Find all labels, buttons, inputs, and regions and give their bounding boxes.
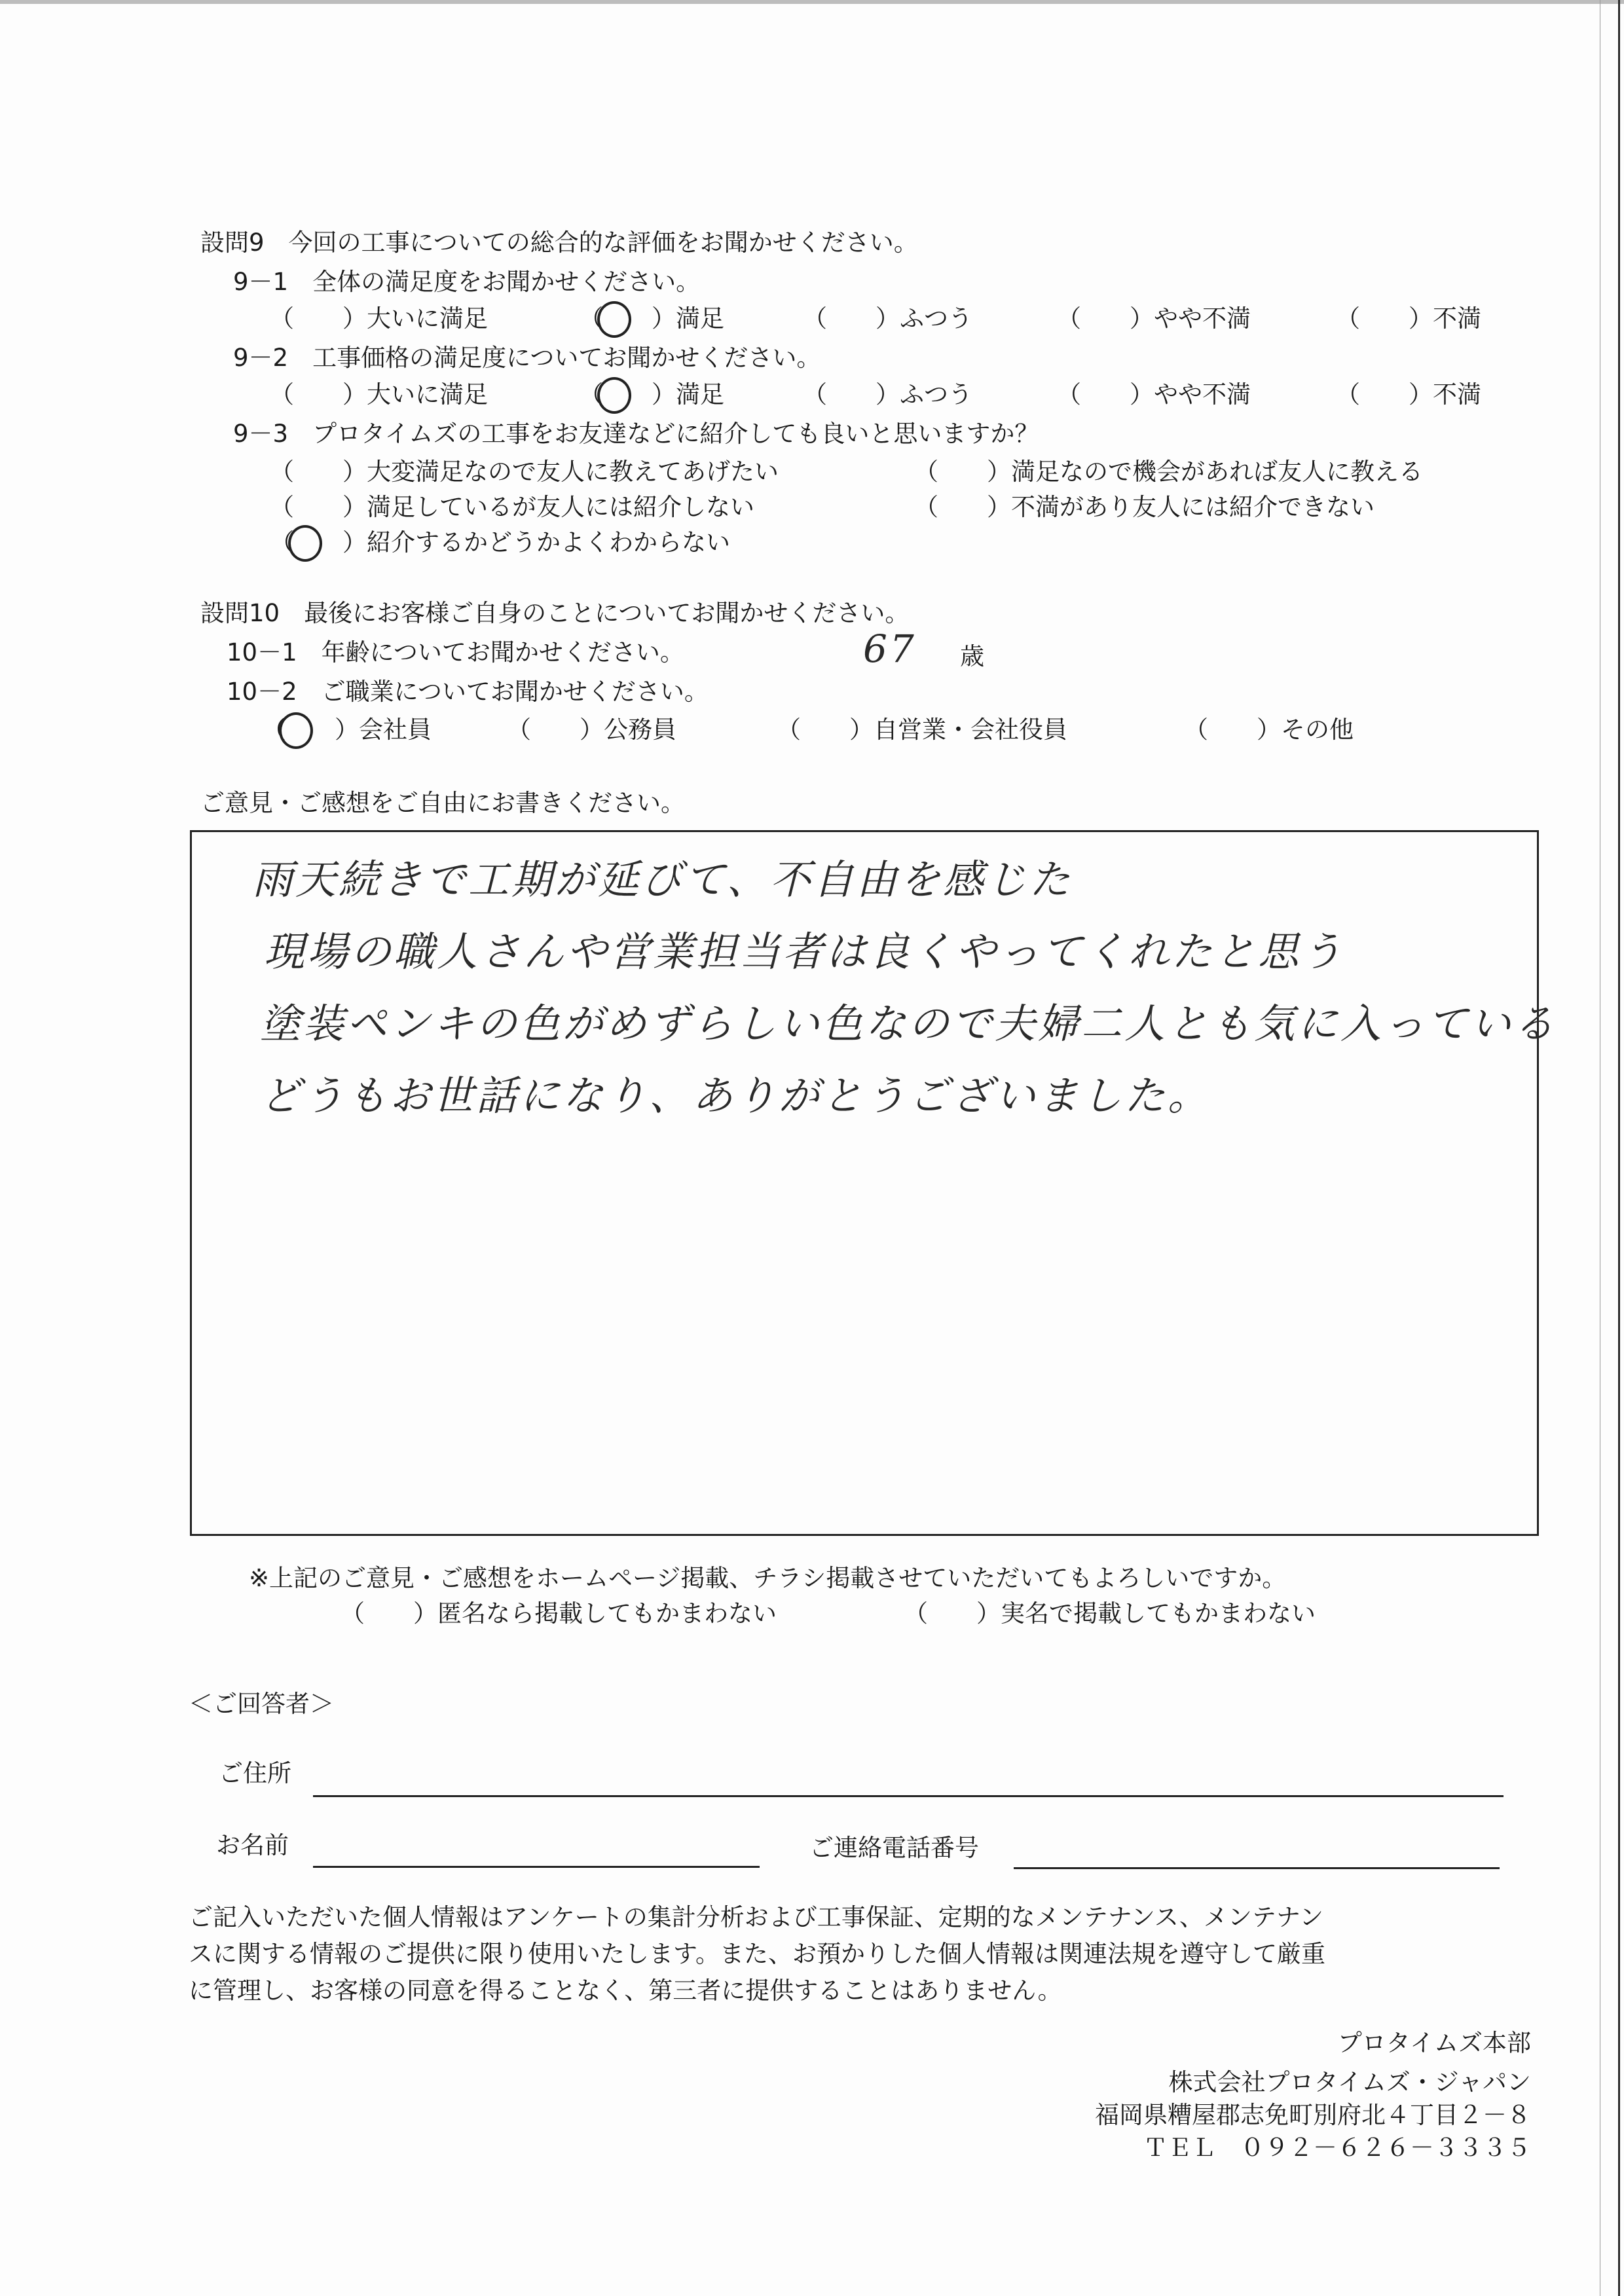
q9-1-option-somewhat-unsatisfied[interactable]: （ ）やや不満 [1057, 304, 1251, 333]
phone-field[interactable] [1014, 1867, 1500, 1869]
q10-2-option-employee[interactable]: （ ）会社員 [262, 716, 432, 744]
company-tel: ＴＥＬ ０９２－６２６－３３３５ [1143, 2134, 1531, 2162]
address-label: ご住所 [219, 1759, 291, 1787]
q9-1-option-satisfied[interactable]: （ ）満足 [579, 304, 724, 333]
phone-label: ご連絡電話番号 [809, 1834, 979, 1862]
q9-title: 設問9 今回の工事についての総合的な評価をお聞かせください。 [200, 228, 918, 257]
q10-title: 設問10 最後にお客様ご自身のことについてお聞かせください。 [200, 599, 910, 627]
q9-3-label: 9－3 プロタイムズの工事をお友達などに紹介しても良いと思いますか？ [233, 420, 1039, 448]
company-dept: プロタイムズ本部 [1337, 2029, 1531, 2057]
q9-1-option-unsatisfied[interactable]: （ ）不満 [1336, 304, 1481, 333]
q10-1-age-unit: 歳 [960, 642, 984, 670]
privacy-line-2: スに関する情報のご提供に限り使用いたします。また、お預かりした個人情報は関連法規を遵守して厳重 [189, 1940, 1326, 1968]
q9-3-selected-circle-mark [288, 525, 322, 562]
comment-line-2: 現場の職人さんや営業担当者は良くやってくれたと思う [264, 928, 1345, 975]
q9-1-selected-circle-mark [597, 301, 631, 338]
company-address: 福岡県糟屋郡志免町別府北４丁目２－８ [1095, 2101, 1531, 2129]
q10-2-option-civil-servant[interactable]: （ ）公務員 [507, 716, 676, 744]
company-name: 株式会社プロタイムズ・ジャパン [1168, 2068, 1531, 2096]
q9-3-option-not-sure[interactable]: （ ）紹介するかどうかよくわからない [270, 528, 730, 556]
comment-line-4: どうもお世話になり、ありがとうございました。 [260, 1072, 1211, 1120]
q9-2-option-satisfied[interactable]: （ ）満足 [579, 380, 724, 409]
name-field[interactable] [313, 1866, 760, 1868]
q10-1-label: 10－1 年齢についてお聞かせください。 [227, 638, 684, 666]
q9-1-option-very-satisfied[interactable]: （ ）大いに満足 [270, 304, 488, 333]
q9-2-selected-circle-mark [597, 377, 631, 414]
comment-line-3: 塗装ペンキの色がめずらしい色なので夫婦二人とも気に入っている [260, 1000, 1557, 1048]
name-label: お名前 [216, 1831, 289, 1859]
q10-2-label: 10－2 ご職業についてお聞かせください。 [227, 678, 709, 706]
publish-option-real-name[interactable]: （ ）実名で掲載してもかまわない [904, 1599, 1316, 1628]
q9-3-option-unsatisfied-not-tell[interactable]: （ ）不満があり友人には紹介できない [914, 493, 1375, 521]
publish-option-anonymous[interactable]: （ ）匿名なら掲載してもかまわない [341, 1599, 777, 1628]
comment-line-1: 雨天続きで工期が延びて、不自由を感じた [252, 856, 1073, 903]
q9-2-option-unsatisfied[interactable]: （ ）不満 [1336, 380, 1481, 409]
q9-1-option-neutral[interactable]: （ ）ふつう [803, 304, 972, 333]
comments-box[interactable] [190, 830, 1557, 1536]
comments-label: ご意見・ご感想をご自由にお書きください。 [200, 789, 685, 817]
q10-2-option-other[interactable]: （ ）その他 [1184, 716, 1354, 744]
q9-3-option-satisfied-not-tell[interactable]: （ ）満足しているが友人には紹介しない [270, 493, 754, 521]
privacy-line-3: に管理し、お客様の同意を得ることなく、第三者に提供することはありません。 [189, 1977, 1062, 2005]
q10-2-selected-circle-mark [279, 712, 313, 749]
q9-3-option-very-satisfied-tell[interactable]: （ ）大変満足なので友人に教えてあげたい [270, 458, 779, 486]
q9-2-label: 9－2 工事価格の満足度についてお聞かせください。 [233, 344, 821, 372]
q9-2-option-somewhat-unsatisfied[interactable]: （ ）やや不満 [1057, 380, 1251, 409]
q9-1-label: 9－1 全体の満足度をお聞かせください。 [233, 268, 701, 296]
q9-3-option-satisfied-maybe-tell[interactable]: （ ）満足なので機会があれば友人に教える [914, 458, 1423, 486]
address-field[interactable] [313, 1795, 1504, 1797]
q10-2-option-self-employed[interactable]: （ ）自営業・会社役員 [777, 716, 1067, 744]
q9-2-option-neutral[interactable]: （ ）ふつう [803, 380, 972, 409]
publish-question: ※上記のご意見・ご感想をホームページ掲載、チラシ掲載させていただいてもよろしいですか。 [249, 1564, 1287, 1592]
privacy-line-1: ご記入いただいた個人情報はアンケートの集計分析および工事保証、定期的なメンテナンス、メンテナン [189, 1903, 1324, 1931]
q9-2-option-very-satisfied[interactable]: （ ）大いに満足 [270, 380, 488, 409]
scan-edge-top [0, 0, 1624, 4]
respondent-heading: ＜ご回答者＞ [189, 1690, 334, 1718]
q10-1-age-answer: 67 [863, 627, 917, 671]
scan-edge-right [1618, 0, 1620, 2296]
